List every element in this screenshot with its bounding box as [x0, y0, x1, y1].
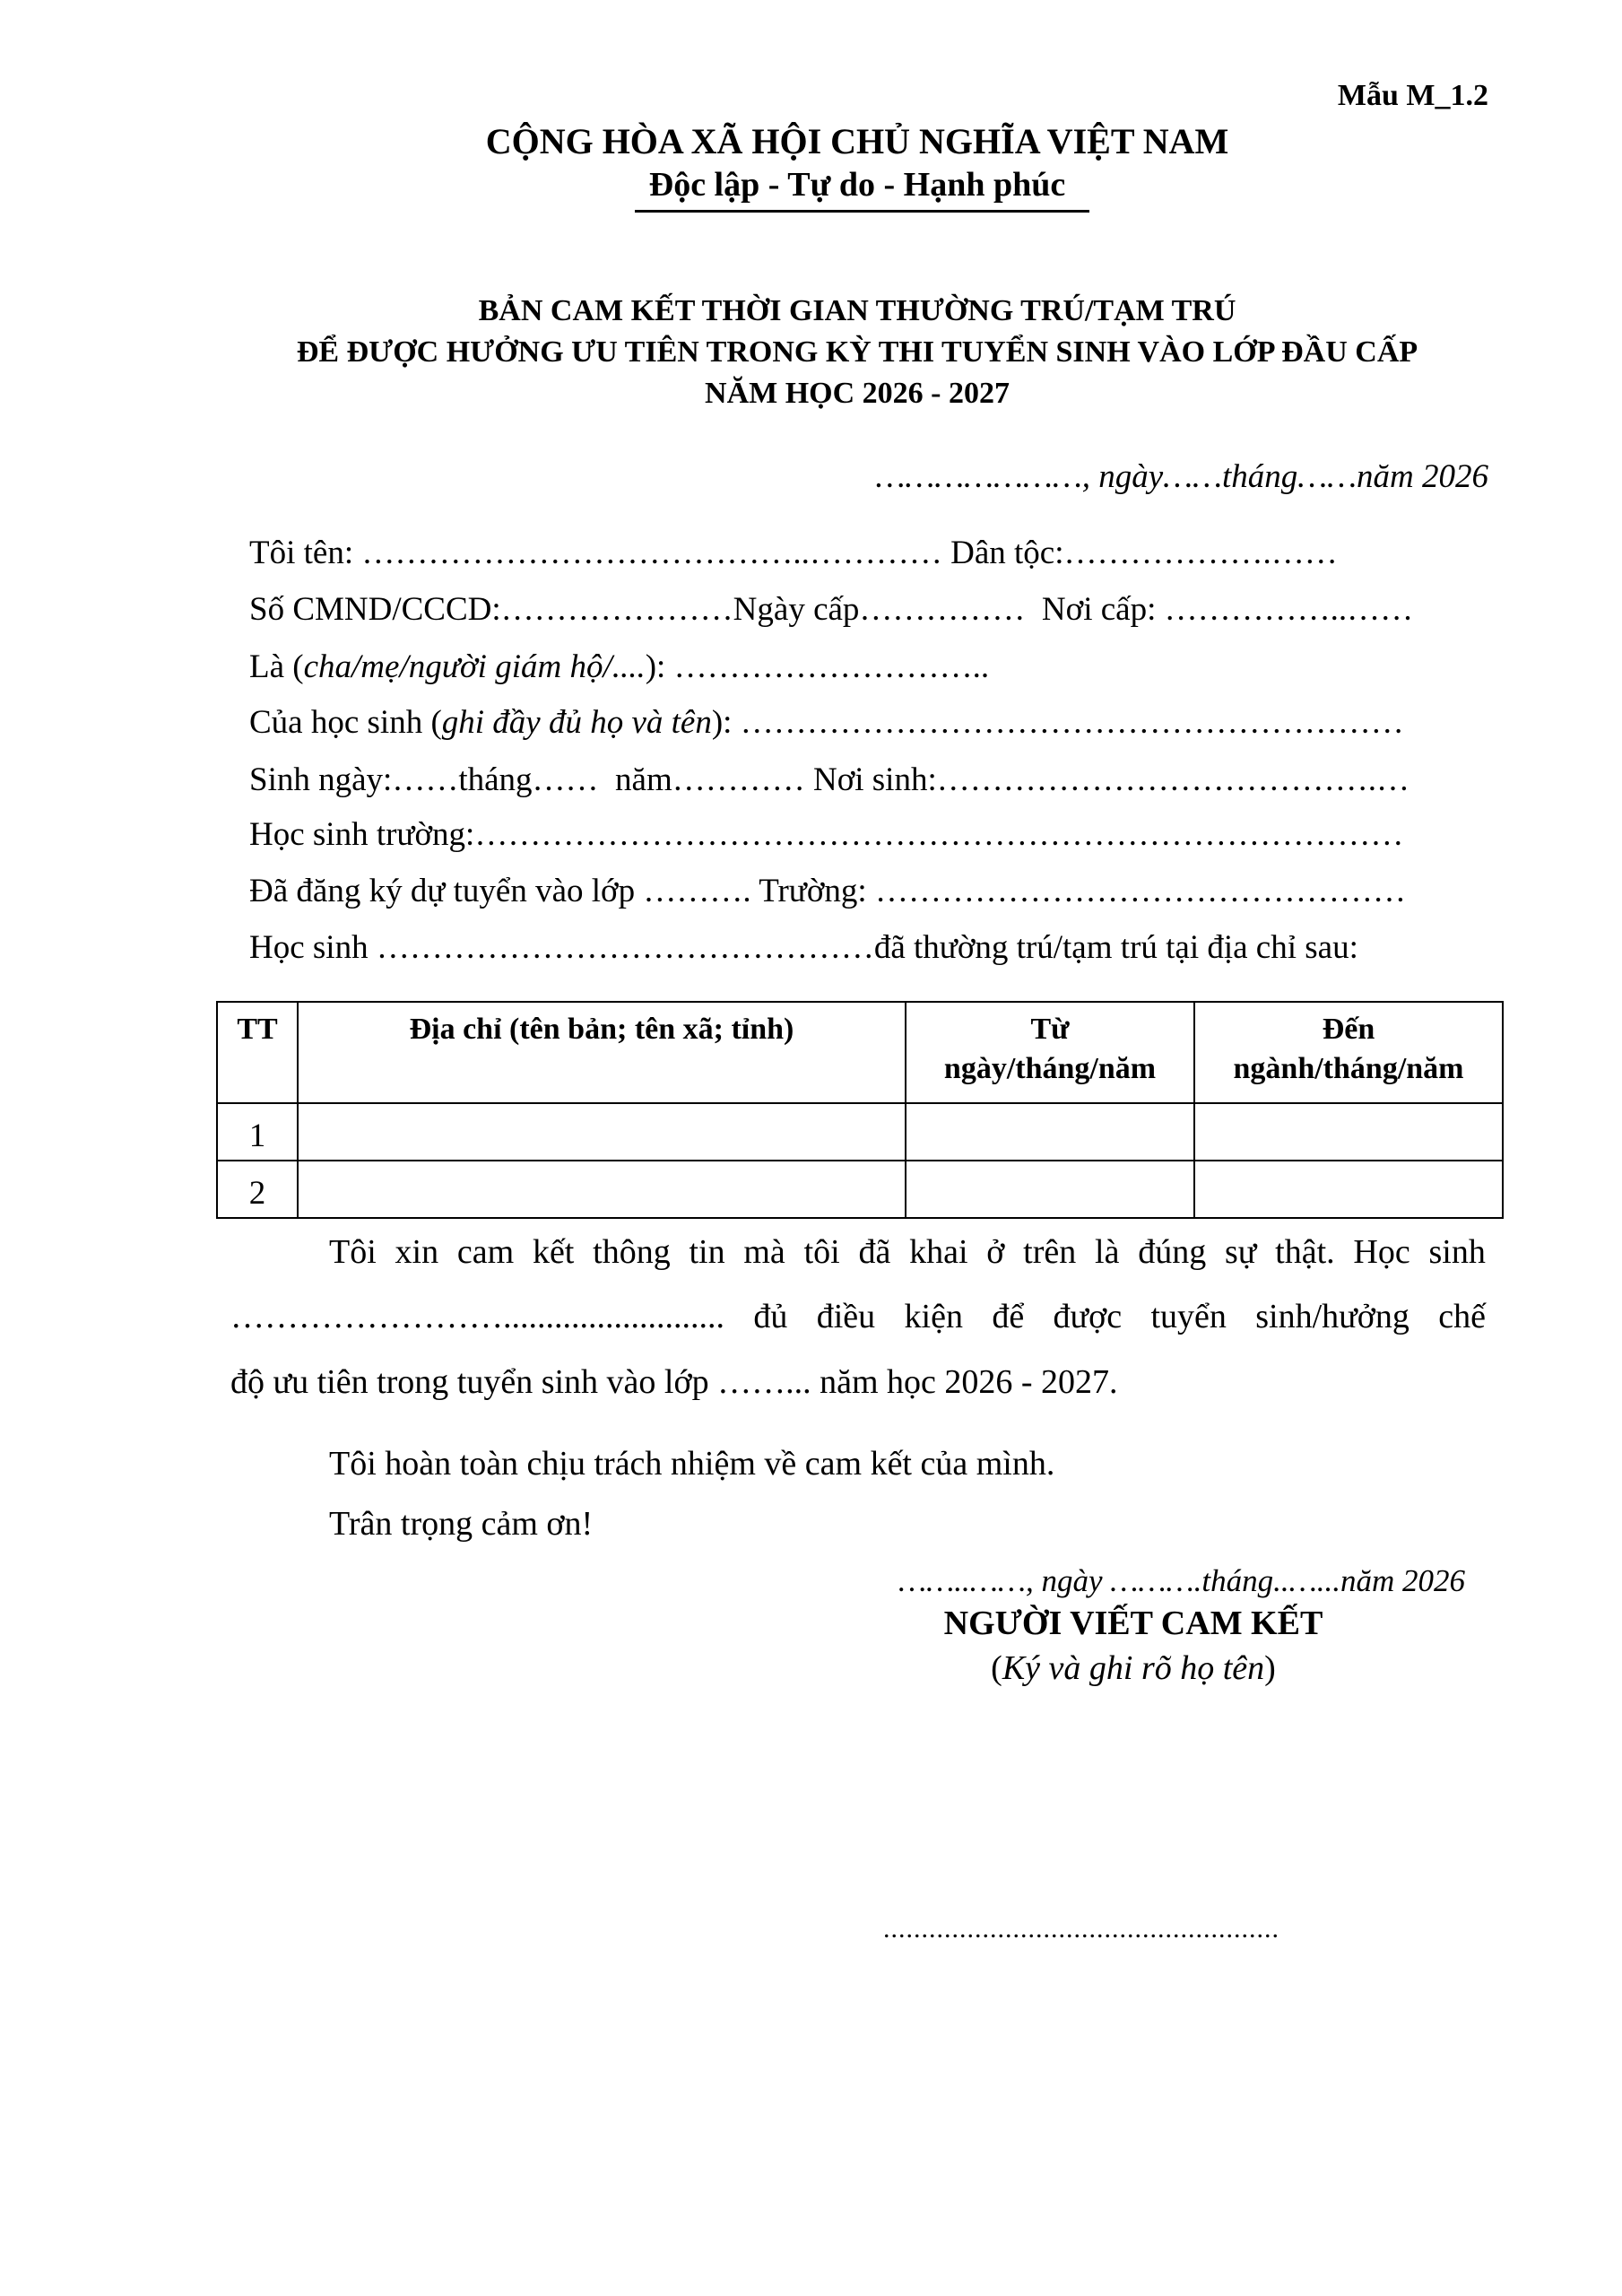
birth-year-fill[interactable]: ………… — [672, 761, 813, 798]
student-label-end: ): — [711, 704, 741, 741]
motto-underline — [635, 210, 1089, 213]
residence-label-end: đã thường trú/tạm trú tại địa chỉ sau: — [873, 929, 1358, 966]
commitment-word: Tôi — [329, 1233, 377, 1271]
id-label: Số CMND/CCCD: — [249, 591, 501, 628]
relation-options: cha/mẹ/người giám hộ/.... — [303, 648, 646, 685]
thanks: Trân trọng cảm ơn! — [329, 1505, 594, 1543]
to-cell[interactable] — [1194, 1161, 1503, 1218]
note-close: ) — [1264, 1649, 1276, 1687]
birth-month-fill[interactable]: …… — [532, 761, 616, 798]
commitment-word: kết — [532, 1233, 575, 1271]
nation-heading: CỘNG HÒA XÃ HỘI CHỦ NGHĨA VIỆT NAM — [485, 121, 1229, 161]
form-code: Mẫu M_1.2 — [1337, 79, 1488, 112]
commitment-word: đúng — [1138, 1233, 1207, 1271]
table-header-row — [217, 1002, 1503, 1103]
relation-fill[interactable]: ……………………….. — [673, 648, 990, 685]
commitment-line-2 — [230, 1297, 1486, 1336]
header-to-line1: Đến — [1322, 1013, 1375, 1046]
document-title-line-2: ĐỂ ĐƯỢC HƯỞNG ƯU TIÊN TRONG KỲ THI TUYỂN SINH VÀO LỚP ĐẦU CẤP — [296, 335, 1418, 369]
student-label: Của học sinh ( — [249, 704, 442, 741]
table-row — [217, 1103, 1503, 1161]
commitment-word: là — [1095, 1233, 1120, 1271]
commitment-word: sinh — [1428, 1233, 1486, 1271]
commitment-word: thật. — [1275, 1233, 1335, 1271]
signature-date-line: ……..……, ngày ……….tháng..…...năm 2026 — [898, 1563, 1465, 1598]
issue-date-label: Ngày cấp — [733, 591, 860, 628]
field-student — [249, 703, 1404, 742]
birthplace-label: Nơi sinh: — [812, 761, 937, 798]
field-relation — [249, 648, 989, 686]
commitment-word: đủ — [753, 1298, 788, 1335]
student-fill[interactable]: …………………………………………………… — [740, 704, 1404, 741]
commitment-word: tuyển — [1150, 1298, 1227, 1335]
relation-label-end: ): — [645, 648, 674, 685]
birth-month-label: tháng — [458, 761, 533, 798]
to-cell[interactable] — [1194, 1103, 1503, 1161]
table-row — [217, 1161, 1503, 1218]
field-school — [249, 815, 1403, 854]
residence-label: Học sinh — [249, 929, 377, 966]
commitment-word: điều — [816, 1298, 876, 1335]
commitment-word: tin — [689, 1233, 725, 1271]
issue-date-fill[interactable]: …………… — [859, 591, 1042, 628]
field-name — [249, 534, 1338, 572]
document-title-line-3: NĂM HỌC 2026 - 2027 — [705, 377, 1010, 410]
commitment-word: sinh/hưởng — [1255, 1298, 1409, 1335]
commitment-word: đã — [858, 1233, 891, 1271]
commitment-word: kiện — [904, 1298, 963, 1335]
address-cell[interactable] — [298, 1103, 906, 1161]
note-text: Ký và ghi rõ họ tên — [1002, 1649, 1265, 1687]
header-tt: TT — [217, 1002, 298, 1103]
name-fill[interactable]: …………………………………..………… — [361, 535, 942, 571]
document-title-line-1: BẢN CAM KẾT THỜI GIAN THƯỜNG TRÚ/TẠM TRÚ — [478, 294, 1236, 327]
id-fill[interactable]: ………………… — [500, 591, 733, 628]
school-fill[interactable]: ………………………………………………………………………… — [474, 816, 1404, 853]
header-address: Địa chỉ (tên bản; tên xã; tỉnh) — [298, 1002, 906, 1103]
registered-school-label: Trường: — [759, 873, 875, 909]
commitment-word: ở — [986, 1233, 1005, 1271]
header-to-line2: ngành/tháng/năm — [1233, 1052, 1464, 1085]
field-residence — [249, 928, 1358, 967]
commitment-word: cam — [456, 1233, 515, 1271]
commitment-word: chế — [1438, 1298, 1486, 1335]
registered-grade-label: Đã đăng ký dự tuyển vào lớp — [249, 873, 644, 909]
field-registered — [249, 872, 1406, 910]
registered-grade-fill[interactable]: ………. — [643, 873, 759, 909]
field-birth — [249, 761, 1409, 799]
place-date-line: …………………, ngày……tháng……năm 2026 — [875, 458, 1488, 495]
name-label: Tôi tên: — [249, 535, 362, 571]
birth-year-label: năm — [615, 761, 672, 798]
commitment-word: …………………….......................... — [230, 1298, 724, 1335]
commitment-word: Học — [1353, 1233, 1410, 1271]
row-number: 2 — [217, 1161, 298, 1218]
commitment-word: tôi — [803, 1233, 840, 1271]
residence-fill[interactable]: ……………………………………… — [376, 929, 874, 966]
header-from — [906, 1002, 1194, 1103]
registered-school-fill[interactable]: ………………………………………… — [874, 873, 1406, 909]
commitment-word: trên — [1023, 1233, 1077, 1271]
residence-table — [216, 1001, 1504, 1219]
motto: Độc lập - Tự do - Hạnh phúc — [648, 166, 1066, 204]
commitment-word: thông — [593, 1233, 671, 1271]
commitment-line-3: độ ưu tiên trong tuyển sinh vào lớp ……... năm học 2026 - 2027. — [230, 1363, 1118, 1401]
responsibility-statement: Tôi hoàn toàn chịu trách nhiệm về cam kết của mình. — [329, 1445, 1055, 1483]
header-to — [1194, 1002, 1503, 1103]
header-from-line2: ngày/tháng/năm — [943, 1052, 1157, 1085]
commitment-word: khai — [909, 1233, 968, 1271]
commitment-line-1 — [329, 1232, 1486, 1272]
commitment-word: mà — [743, 1233, 785, 1271]
header-from-line1: Từ — [1030, 1013, 1070, 1046]
row-number: 1 — [217, 1103, 298, 1161]
field-id — [249, 590, 1413, 629]
from-cell[interactable] — [906, 1161, 1194, 1218]
school-label: Học sinh trường: — [249, 816, 475, 853]
commitment-word: xin — [395, 1233, 439, 1271]
address-cell[interactable] — [298, 1161, 906, 1218]
birthplace-fill[interactable]: ………………………………….… — [936, 761, 1409, 798]
birth-day-label: Sinh ngày: — [249, 761, 393, 798]
signer-note — [789, 1648, 1478, 1688]
commitment-word: được — [1053, 1298, 1123, 1335]
student-hint: ghi đầy đủ họ và tên — [441, 704, 712, 741]
note-open: ( — [991, 1649, 1002, 1687]
issue-place-fill[interactable]: ……………..…… — [1164, 591, 1414, 628]
issue-place-label: Nơi cấp: — [1041, 591, 1165, 628]
birth-day-fill[interactable]: …… — [392, 761, 459, 798]
signature-line[interactable]: .................................................... — [883, 1914, 1279, 1944]
signer-title: NGƯỜI VIẾT CAM KẾT — [943, 1605, 1323, 1642]
from-cell[interactable] — [906, 1103, 1194, 1161]
commitment-word: để — [992, 1298, 1025, 1335]
relation-label: Là ( — [249, 648, 304, 685]
ethnicity-fill[interactable]: ……………….…… — [1063, 535, 1338, 571]
commitment-word: sự — [1224, 1233, 1257, 1271]
ethnicity-label: Dân tộc: — [941, 535, 1064, 571]
